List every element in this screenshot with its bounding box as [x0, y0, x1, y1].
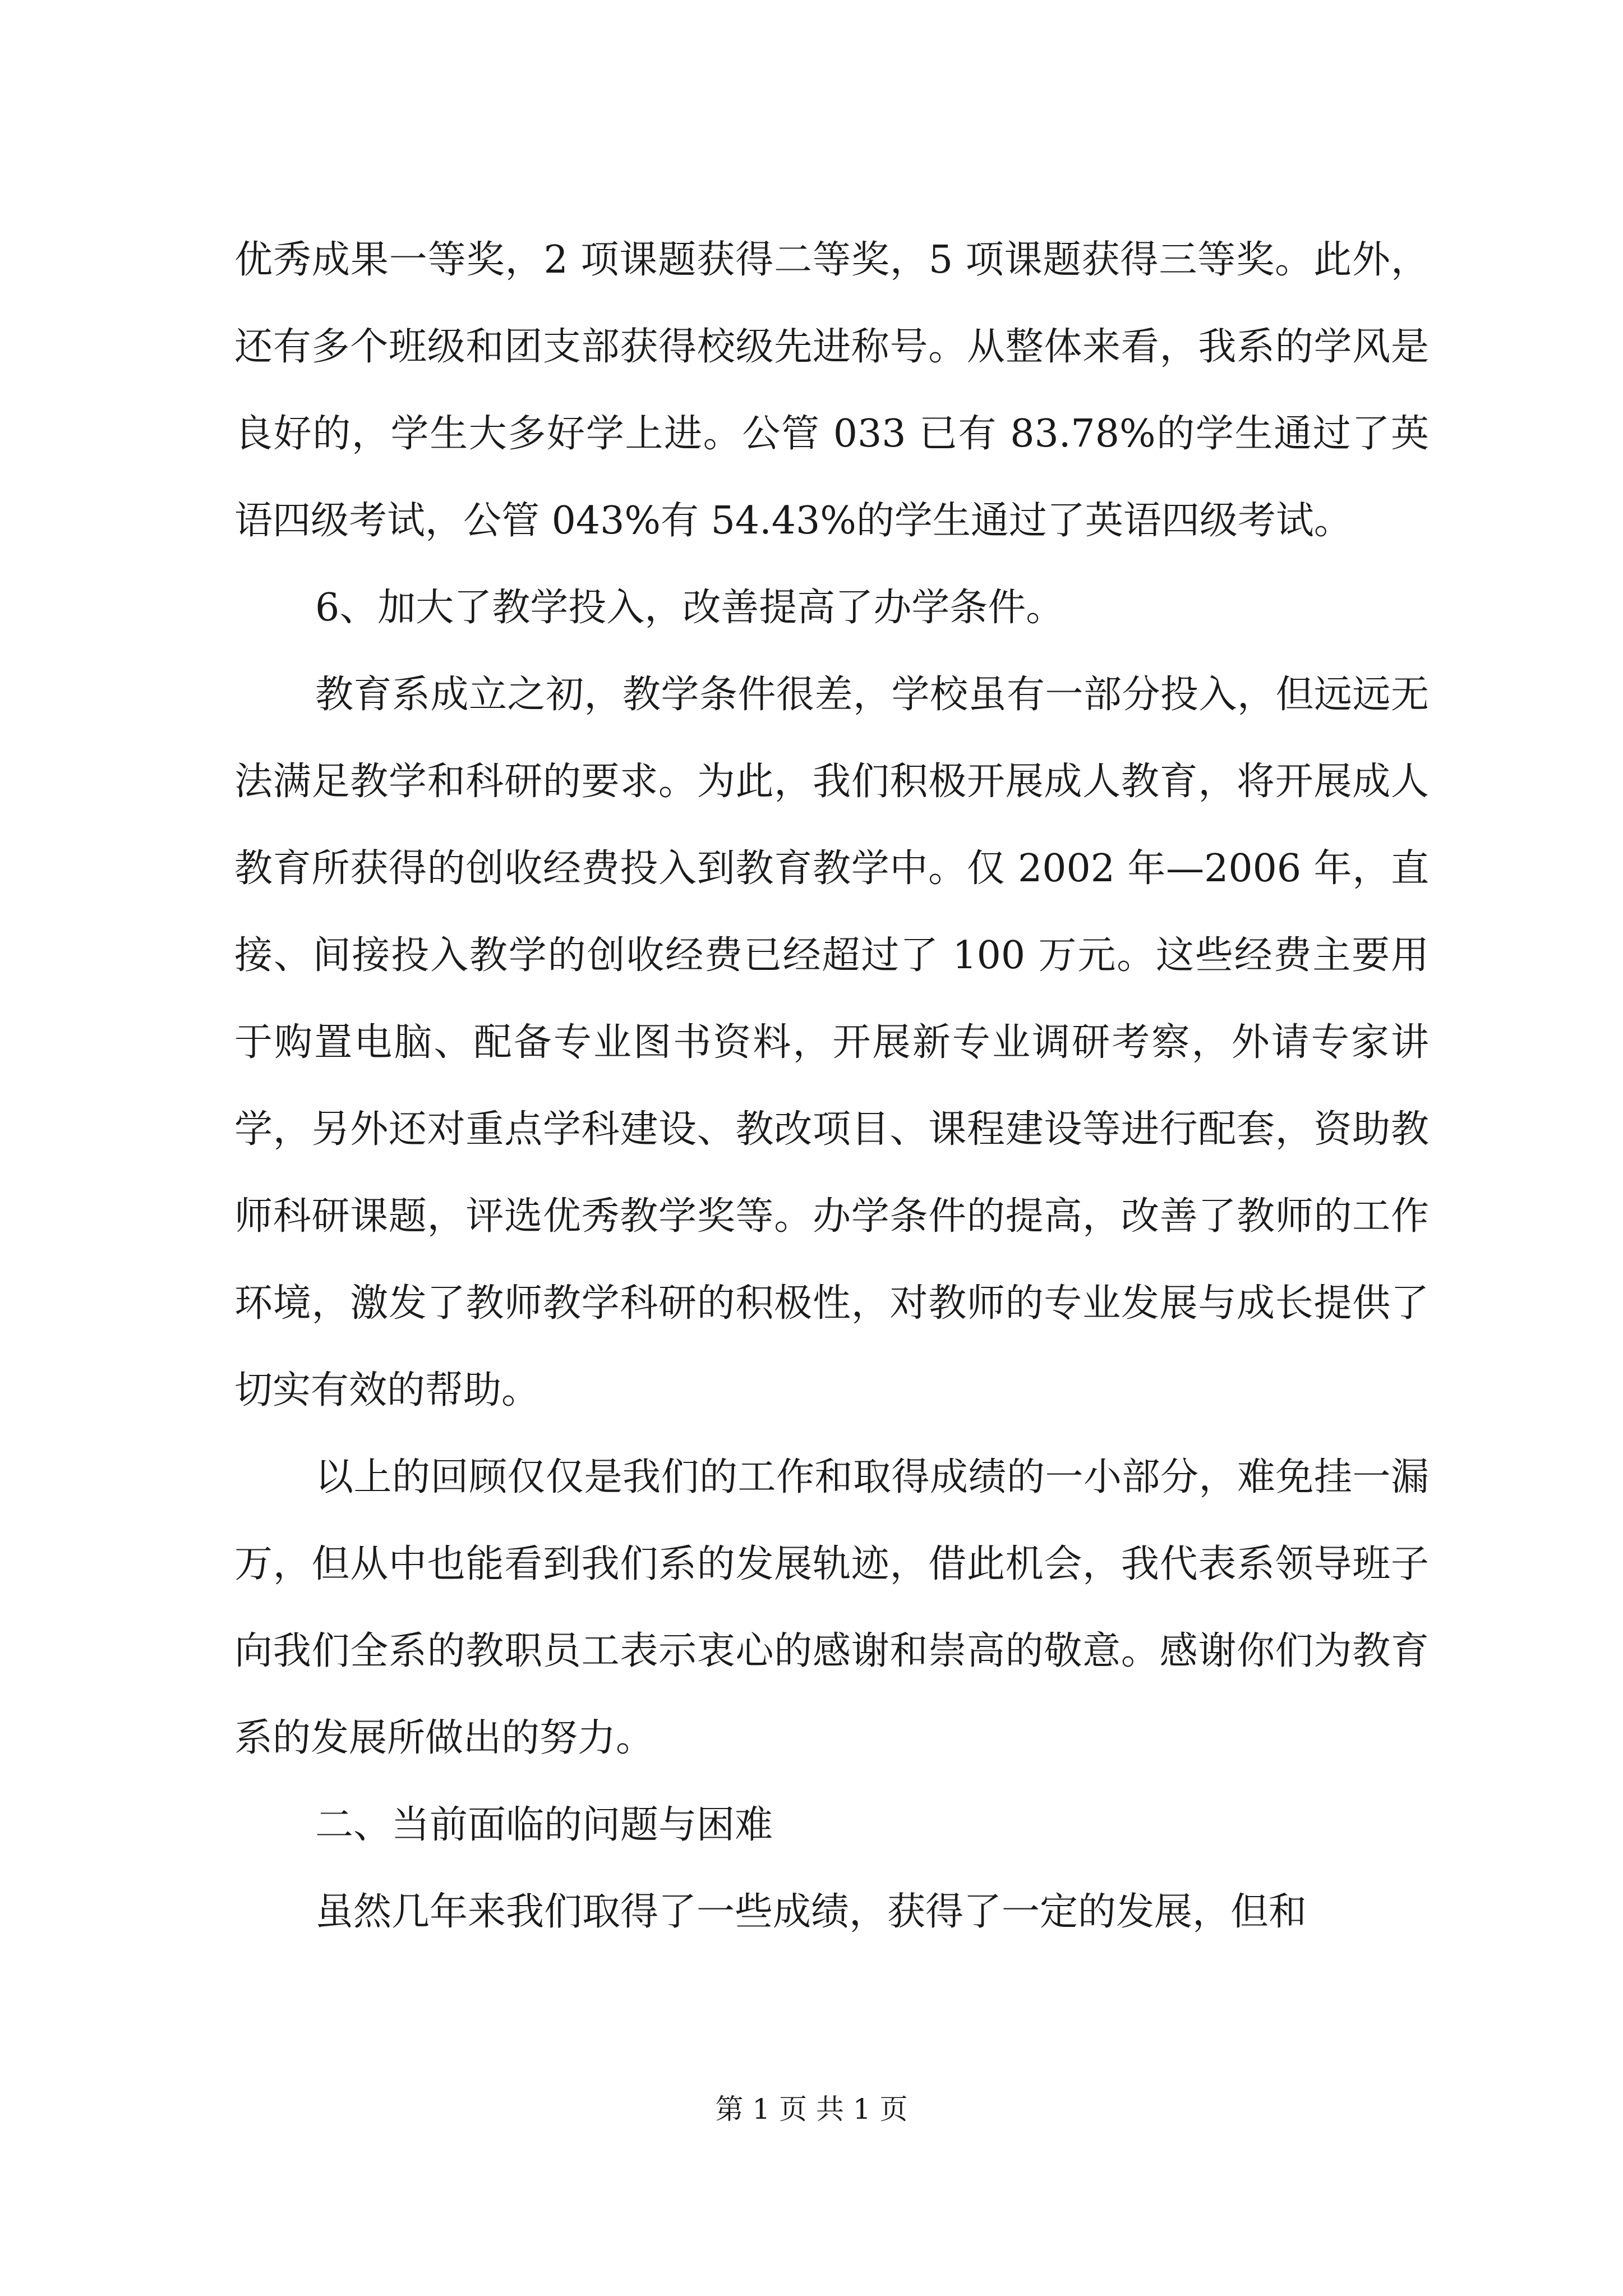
paragraph: 优秀成果一等奖，2 项课题获得二等奖，5 项课题获得三等奖。此外，还有多个班级和团支部获得校级先进称号。从整体来看，我系的学风是良好的，学生大多好学上进。公管 033 已有 83.78%的学生通过了英语四级考试，公管 043%有 54.43%的学生通过了英语四级考试。 [234, 238, 1429, 543]
page-number-footer: 第 1 页 共 1 页 [715, 2093, 908, 2125]
paragraph: 以上的回顾仅仅是我们的工作和取得成绩的一小部分，难免挂一漏万，但从中也能看到我们系的发展轨迹，借此机会，我代表系领导班子向我们全系的教职员工表示衷心的感谢和崇高的敬意。感谢你们为教育系的发展所做出的努力。 [234, 1455, 1429, 1760]
paragraph: 教育系成立之初，教学条件很差，学校虽有一部分投入，但远远无法满足教学和科研的要求。为此，我们积极开展成人教育，将开展成人教育所获得的创收经费投入到教育教学中。仅 2002 年—2006 年，直接、间接投入教学的创收经费已经超过了 100 万元。这些经费主要用于购置电脑、配备专业图书资料，开展新专业调研考察，外请专家讲学，另外还对重点学科建设、教改项目、课程建设等进行配套，资助教师科研课题，评选优秀教学奖等。办学条件的提高，改善了教师的工作环境，激发了教师教学科研的积极性，对教师的专业发展与成长提供了切实有效的帮助。 [234, 673, 1429, 1412]
document-body [234, 217, 1429, 1955]
paragraph: 6、加大了教学投入，改善提高了办学条件。 [315, 586, 1064, 630]
section-heading: 二、当前面临的问题与困难 [315, 1803, 773, 1847]
paragraph: 虽然几年来我们取得了一些成绩，获得了一定的发展，但和 [315, 1890, 1307, 1934]
